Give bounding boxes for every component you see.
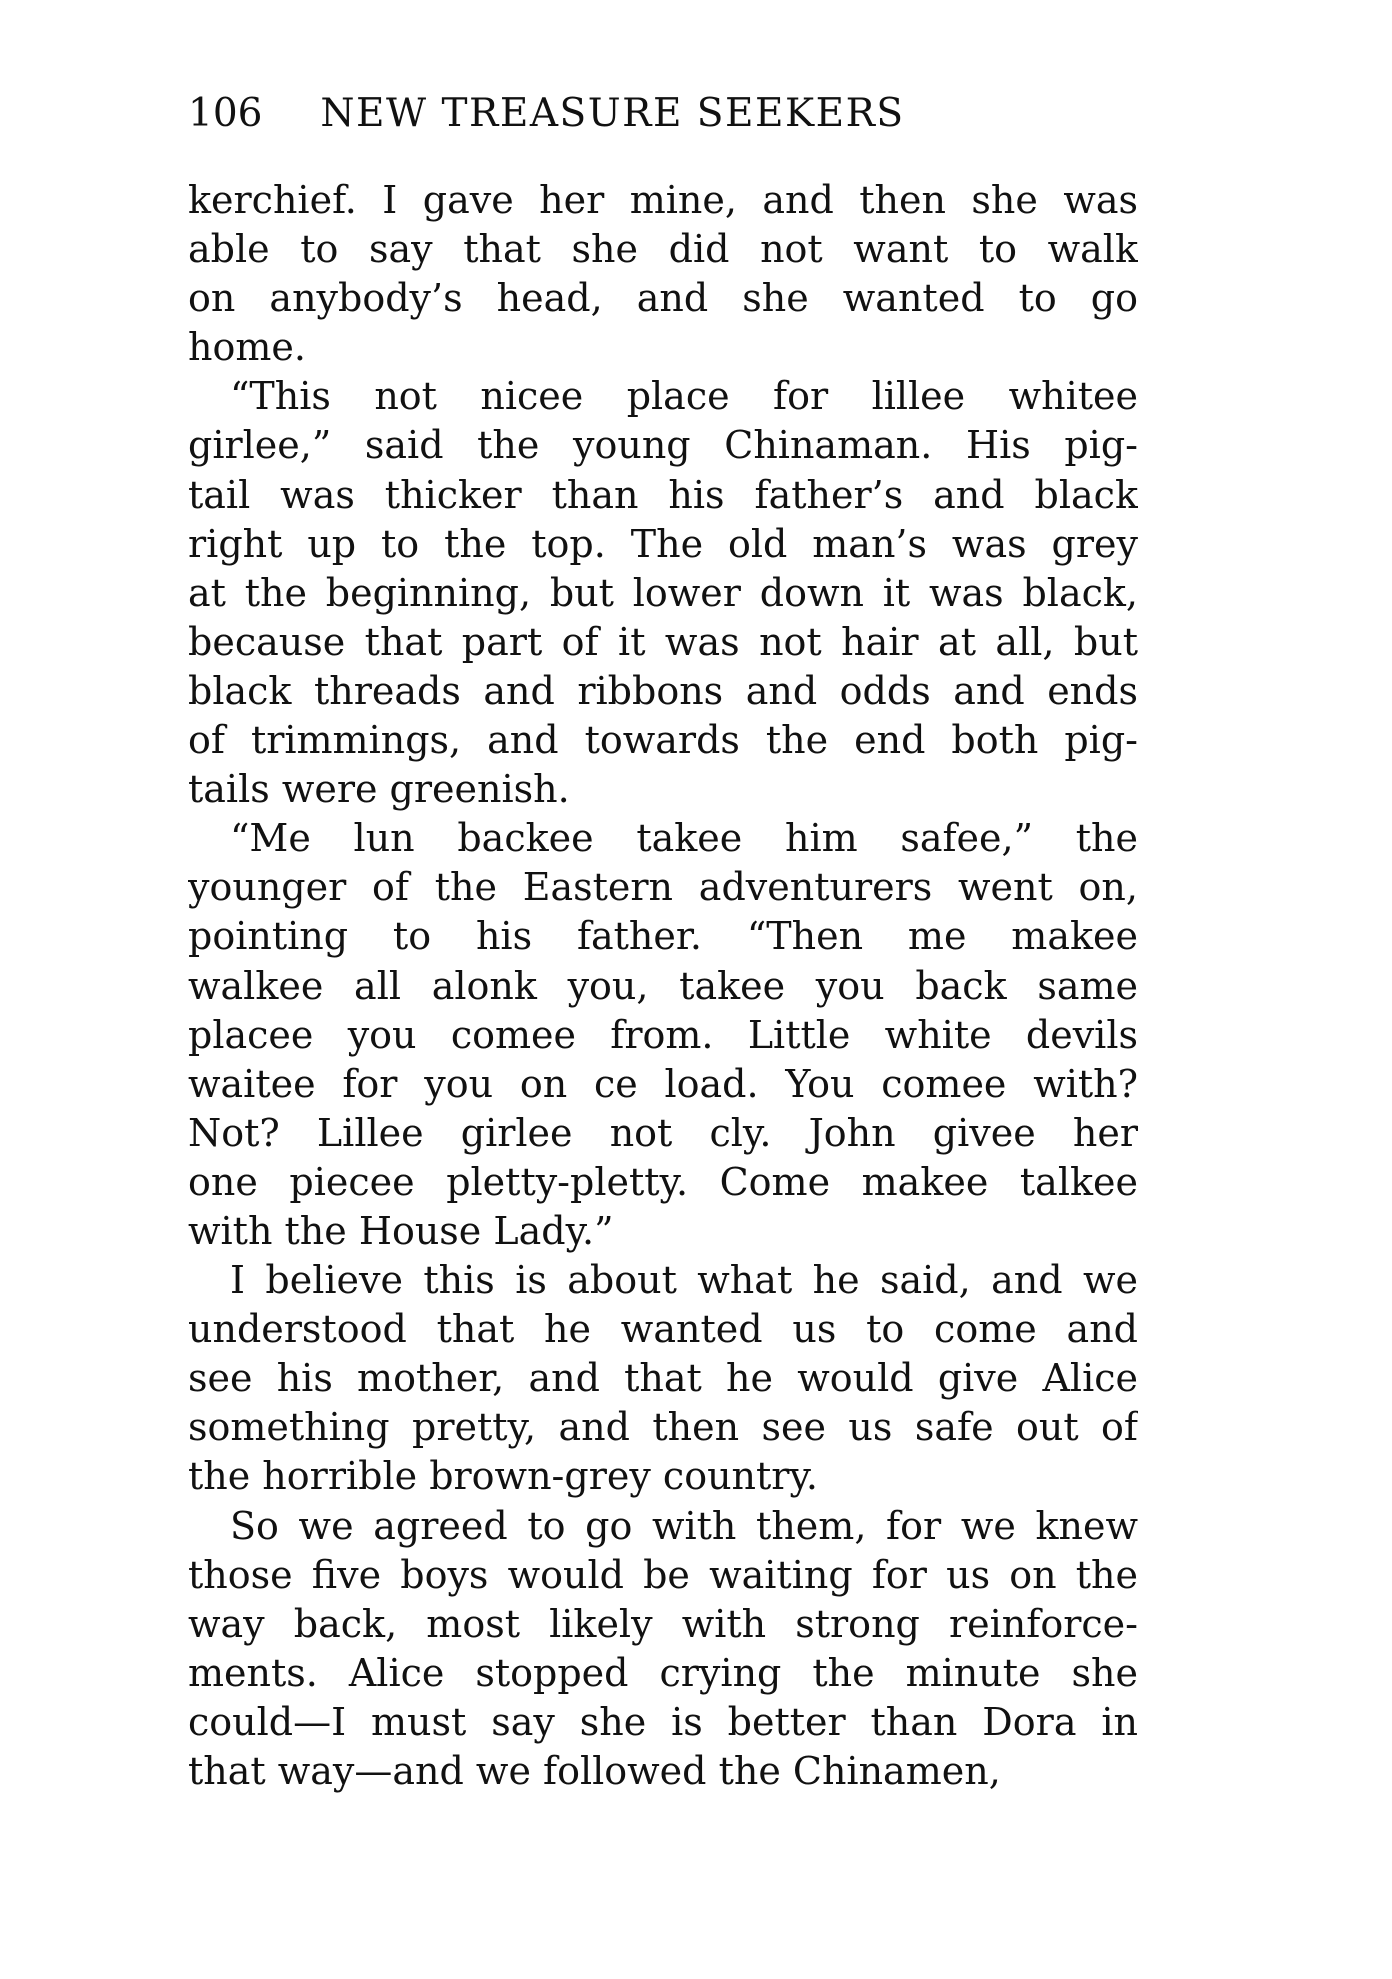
text-line: see his mother, and that he would give Alice bbox=[188, 1356, 1138, 1401]
text-line: I believe this is about what he said, and we bbox=[230, 1258, 1138, 1303]
text-line: black threads and ribbons and odds and ends bbox=[188, 668, 1138, 713]
text-line: home. bbox=[188, 325, 306, 370]
text-line: the horrible brown-grey country. bbox=[188, 1454, 818, 1499]
text-line: could—I must say she is better than Dora in bbox=[188, 1699, 1138, 1744]
text-line: “Me lun backee takee him safee,” the bbox=[230, 816, 1138, 861]
text-line: that way—and we followed the Chinamen, bbox=[188, 1749, 1001, 1793]
paragraph bbox=[188, 1256, 1138, 1501]
text-line: girlee,” said the young Chinaman. His pig- bbox=[188, 423, 1138, 468]
paragraph bbox=[188, 372, 1138, 814]
text-line: tail was thicker than his father’s and black bbox=[188, 472, 1138, 517]
text-line: with the House Lady.” bbox=[188, 1208, 614, 1253]
text-line: way back, most likely with strong reinforce- bbox=[188, 1601, 1138, 1646]
text-line: something pretty, and then see us safe out of bbox=[188, 1405, 1138, 1450]
page-number: 106 bbox=[188, 91, 263, 136]
text-line: right up to the top. The old man’s was grey bbox=[188, 521, 1138, 566]
text-line: tails were greenish. bbox=[188, 767, 570, 812]
page-header bbox=[188, 84, 1138, 144]
paragraph bbox=[188, 176, 1138, 372]
text-line: waitee for you on ce load. You comee with? bbox=[188, 1061, 1138, 1106]
paragraph bbox=[188, 814, 1138, 1256]
text-line: younger of the Eastern adventurers went on, bbox=[188, 865, 1138, 910]
text-line: able to say that she did not want to walk bbox=[188, 227, 1138, 272]
paragraph bbox=[188, 1502, 1138, 1797]
text-line: understood that he wanted us to come and bbox=[188, 1307, 1138, 1352]
body-text bbox=[188, 176, 1138, 1796]
text-line: on anybody’s head, and she wanted to go bbox=[188, 276, 1138, 321]
text-line: one piecee pletty-pletty. Come makee talkee bbox=[188, 1159, 1138, 1204]
text-line: So we agreed to go with them, for we knew bbox=[230, 1503, 1138, 1548]
text-line: pointing to his father. “Then me makee bbox=[188, 914, 1138, 959]
running-title: NEW TREASURE SEEKERS bbox=[320, 91, 905, 136]
text-line: at the beginning, but lower down it was black, bbox=[188, 570, 1138, 615]
text-line: “This not nicee place for lillee whitee bbox=[230, 374, 1138, 419]
text-line: because that part of it was not hair at all, but bbox=[188, 619, 1138, 664]
text-line: kerchief. I gave her mine, and then she was bbox=[188, 178, 1138, 222]
text-line: ments. Alice stopped crying the minute she bbox=[188, 1650, 1138, 1695]
text-line: placee you comee from. Little white devils bbox=[188, 1012, 1138, 1057]
text-line: Not? Lillee girlee not cly. John givee her bbox=[188, 1110, 1138, 1155]
text-line: of trimmings, and towards the end both pig- bbox=[188, 718, 1138, 763]
text-line: those five boys would be waiting for us on the bbox=[188, 1552, 1138, 1597]
text-line: walkee all alonk you, takee you back same bbox=[188, 963, 1138, 1008]
